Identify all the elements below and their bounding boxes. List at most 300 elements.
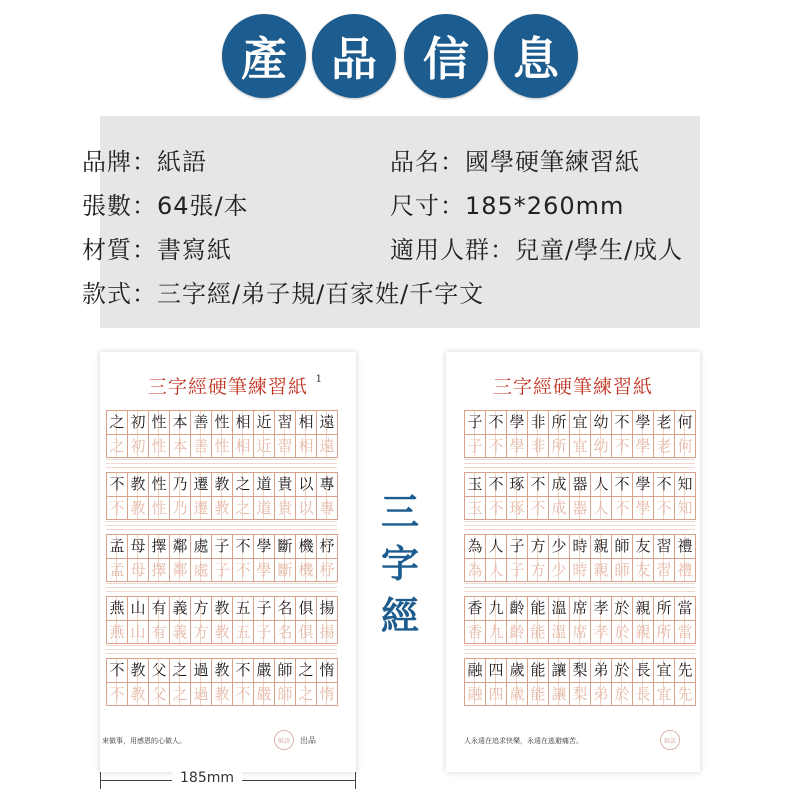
model-character: 習 bbox=[277, 413, 293, 431]
model-character: 於 bbox=[614, 599, 630, 617]
trace-character: 子 bbox=[214, 561, 230, 579]
grid-cell bbox=[211, 410, 233, 458]
model-character: 學 bbox=[635, 413, 651, 431]
grid-cell bbox=[190, 596, 212, 644]
title-char-1: 產 bbox=[222, 14, 306, 98]
trace-character: 性 bbox=[214, 437, 230, 455]
model-character: 燕 bbox=[109, 599, 125, 617]
trace-character: 師 bbox=[614, 561, 630, 579]
grid-cell bbox=[148, 410, 170, 458]
grid-row bbox=[106, 472, 337, 520]
grid-cell bbox=[569, 472, 591, 520]
model-character: 為 bbox=[467, 537, 483, 555]
trace-character: 玉 bbox=[467, 499, 483, 517]
grid-cell bbox=[569, 410, 591, 458]
grid-cell bbox=[632, 534, 654, 582]
grid-cell bbox=[506, 534, 528, 582]
model-character: 山 bbox=[130, 599, 146, 617]
trace-character: 貴 bbox=[277, 499, 293, 517]
trace-character: 能 bbox=[530, 685, 546, 703]
grid-cell bbox=[169, 596, 191, 644]
grid-cell bbox=[148, 596, 170, 644]
trace-character: 子 bbox=[509, 561, 525, 579]
grid-cell bbox=[232, 658, 254, 706]
grid-cell bbox=[148, 534, 170, 582]
grid-cell bbox=[127, 410, 149, 458]
model-character: 孟 bbox=[109, 537, 125, 555]
brand-seal: 紙語 bbox=[660, 730, 680, 750]
model-character: 揚 bbox=[319, 599, 335, 617]
grid-row bbox=[464, 410, 695, 458]
grid-cell bbox=[295, 534, 317, 582]
grid-cell bbox=[632, 410, 654, 458]
model-character: 過 bbox=[193, 661, 209, 679]
grid-cell bbox=[190, 472, 212, 520]
model-character: 師 bbox=[277, 661, 293, 679]
model-character: 席 bbox=[572, 599, 588, 617]
title-char-2: 品 bbox=[312, 14, 396, 98]
grid-cell bbox=[190, 534, 212, 582]
model-character: 於 bbox=[614, 661, 630, 679]
model-character: 性 bbox=[151, 475, 167, 493]
trace-character: 擇 bbox=[151, 561, 167, 579]
model-character: 教 bbox=[214, 599, 230, 617]
grid-cell bbox=[674, 534, 696, 582]
grid-cell bbox=[527, 596, 549, 644]
model-character: 父 bbox=[151, 661, 167, 679]
style-label-char: 經 bbox=[380, 594, 419, 638]
model-character: 有 bbox=[151, 599, 167, 617]
trace-character: 教 bbox=[130, 685, 146, 703]
model-character: 香 bbox=[467, 599, 483, 617]
trace-character: 香 bbox=[467, 623, 483, 641]
style-label-char: 三 bbox=[380, 490, 419, 534]
grid-cell bbox=[274, 472, 296, 520]
model-character: 不 bbox=[614, 413, 630, 431]
model-character: 性 bbox=[151, 413, 167, 431]
trace-character: 歲 bbox=[509, 685, 525, 703]
trace-character: 有 bbox=[151, 623, 167, 641]
trace-character: 學 bbox=[509, 437, 525, 455]
title-char-4: 息 bbox=[494, 14, 578, 98]
trace-character: 知 bbox=[677, 499, 693, 517]
trace-character: 鄰 bbox=[172, 561, 188, 579]
grid-cell bbox=[485, 596, 507, 644]
model-character: 嚴 bbox=[256, 661, 272, 679]
model-character: 子 bbox=[467, 413, 483, 431]
grid-cell bbox=[127, 472, 149, 520]
model-character: 本 bbox=[172, 413, 188, 431]
model-character: 學 bbox=[509, 413, 525, 431]
model-character: 所 bbox=[656, 599, 672, 617]
grid-cell bbox=[506, 410, 528, 458]
model-character: 所 bbox=[551, 413, 567, 431]
trace-character: 不 bbox=[614, 499, 630, 517]
trace-character: 善 bbox=[193, 437, 209, 455]
grid-cell bbox=[548, 534, 570, 582]
model-character: 溫 bbox=[551, 599, 567, 617]
dimension-tick-right bbox=[355, 772, 356, 789]
grid-cell bbox=[316, 658, 338, 706]
grid-cell bbox=[190, 410, 212, 458]
grid-cell bbox=[295, 658, 317, 706]
worksheet-left bbox=[100, 352, 356, 772]
worksheet-title: 三字經硬筆練習紙 bbox=[492, 376, 653, 398]
grid-cell bbox=[316, 472, 338, 520]
info-styles: 款式：三字經/弟子規/百家姓/千字文 bbox=[82, 280, 485, 308]
trace-character: 於 bbox=[614, 623, 630, 641]
trace-character: 宜 bbox=[572, 437, 588, 455]
grid-cell bbox=[527, 472, 549, 520]
grid-cell bbox=[674, 596, 696, 644]
trace-character: 不 bbox=[656, 499, 672, 517]
grid-cell bbox=[106, 658, 128, 706]
grid-cell bbox=[485, 410, 507, 458]
grid-row bbox=[464, 472, 695, 520]
grid-cell bbox=[569, 658, 591, 706]
grid-cell bbox=[464, 472, 486, 520]
trace-character: 習 bbox=[277, 437, 293, 455]
trace-character: 之 bbox=[235, 499, 251, 517]
trace-character: 成 bbox=[551, 499, 567, 517]
model-character: 四 bbox=[488, 661, 504, 679]
trace-character: 燕 bbox=[109, 623, 125, 641]
grid-cell bbox=[232, 534, 254, 582]
trace-character: 宜 bbox=[656, 685, 672, 703]
model-character: 不 bbox=[530, 475, 546, 493]
trace-character: 學 bbox=[256, 561, 272, 579]
trace-character: 母 bbox=[130, 561, 146, 579]
trace-character: 機 bbox=[298, 561, 314, 579]
grid-cell bbox=[527, 410, 549, 458]
grid-cell bbox=[464, 410, 486, 458]
model-character: 宜 bbox=[572, 413, 588, 431]
grid-cell bbox=[127, 534, 149, 582]
model-character: 非 bbox=[530, 413, 546, 431]
trace-character: 父 bbox=[151, 685, 167, 703]
trace-character: 杼 bbox=[319, 561, 335, 579]
trace-character: 溫 bbox=[551, 623, 567, 641]
worksheet-title: 三字經硬筆練習紙 bbox=[147, 376, 308, 398]
trace-character: 於 bbox=[614, 685, 630, 703]
grid-cell bbox=[253, 596, 275, 644]
trace-character: 琢 bbox=[509, 499, 525, 517]
trace-character: 幼 bbox=[593, 437, 609, 455]
model-character: 親 bbox=[635, 599, 651, 617]
trace-character: 教 bbox=[214, 499, 230, 517]
model-character: 何 bbox=[677, 413, 693, 431]
grid-cell bbox=[253, 658, 275, 706]
grid-cell bbox=[611, 534, 633, 582]
grid-cell bbox=[569, 596, 591, 644]
trace-character: 不 bbox=[235, 685, 251, 703]
grid-cell bbox=[316, 410, 338, 458]
model-character: 擇 bbox=[151, 537, 167, 555]
grid-cell bbox=[169, 658, 191, 706]
grid-row bbox=[106, 410, 337, 458]
grid-cell bbox=[674, 472, 696, 520]
page-number: 1 bbox=[315, 374, 322, 385]
model-character: 相 bbox=[235, 413, 251, 431]
model-character: 方 bbox=[530, 537, 546, 555]
model-character: 親 bbox=[593, 537, 609, 555]
model-character: 不 bbox=[235, 537, 251, 555]
model-character: 處 bbox=[193, 537, 209, 555]
guide-lines bbox=[464, 583, 695, 595]
grid-cell bbox=[485, 658, 507, 706]
style-label-char: 字 bbox=[380, 542, 419, 586]
trace-character: 俱 bbox=[298, 623, 314, 641]
model-character: 教 bbox=[214, 475, 230, 493]
model-character: 先 bbox=[677, 661, 693, 679]
model-character: 不 bbox=[109, 475, 125, 493]
trace-character: 處 bbox=[193, 561, 209, 579]
grid-cell bbox=[295, 472, 317, 520]
guide-lines bbox=[106, 521, 337, 533]
grid-cell bbox=[169, 472, 191, 520]
trace-character: 遷 bbox=[193, 499, 209, 517]
trace-character: 專 bbox=[319, 499, 335, 517]
trace-character: 長 bbox=[635, 685, 651, 703]
grid-cell bbox=[211, 658, 233, 706]
trace-character: 斷 bbox=[277, 561, 293, 579]
model-character: 學 bbox=[635, 475, 651, 493]
trace-character: 學 bbox=[635, 437, 651, 455]
model-character: 不 bbox=[109, 661, 125, 679]
trace-character: 九 bbox=[488, 623, 504, 641]
grid-cell bbox=[611, 410, 633, 458]
grid-cell bbox=[295, 410, 317, 458]
grid-cell bbox=[211, 534, 233, 582]
trace-character: 非 bbox=[530, 437, 546, 455]
model-character: 鄰 bbox=[172, 537, 188, 555]
grid-cell bbox=[316, 596, 338, 644]
grid-cell bbox=[548, 596, 570, 644]
grid-cell bbox=[211, 472, 233, 520]
trace-character: 子 bbox=[467, 437, 483, 455]
model-character: 不 bbox=[235, 661, 251, 679]
model-character: 初 bbox=[130, 413, 146, 431]
trace-character: 山 bbox=[130, 623, 146, 641]
model-character: 之 bbox=[298, 661, 314, 679]
model-character: 乃 bbox=[172, 475, 188, 493]
trace-character: 之 bbox=[172, 685, 188, 703]
grid-cell bbox=[485, 534, 507, 582]
model-character: 融 bbox=[467, 661, 483, 679]
brand-seal: 紙語 bbox=[274, 730, 294, 750]
info-brand: 品牌：紙語 bbox=[82, 148, 207, 176]
grid-cell bbox=[674, 658, 696, 706]
model-character: 不 bbox=[614, 475, 630, 493]
model-character: 友 bbox=[635, 537, 651, 555]
trace-character: 方 bbox=[193, 623, 209, 641]
grid-cell bbox=[106, 596, 128, 644]
model-character: 知 bbox=[677, 475, 693, 493]
trace-character: 親 bbox=[593, 561, 609, 579]
grid-cell bbox=[148, 658, 170, 706]
style-label bbox=[376, 486, 424, 642]
guide-lines bbox=[106, 459, 337, 471]
trace-character: 先 bbox=[677, 685, 693, 703]
trace-character: 過 bbox=[193, 685, 209, 703]
trace-character: 不 bbox=[530, 499, 546, 517]
trace-character: 道 bbox=[256, 499, 272, 517]
trace-character: 子 bbox=[256, 623, 272, 641]
grid-cell bbox=[464, 658, 486, 706]
model-character: 遠 bbox=[319, 413, 335, 431]
trace-character: 讓 bbox=[551, 685, 567, 703]
trace-character: 相 bbox=[298, 437, 314, 455]
trace-character: 弟 bbox=[593, 685, 609, 703]
trace-character: 性 bbox=[151, 499, 167, 517]
grid-cell bbox=[653, 534, 675, 582]
trace-character: 習 bbox=[656, 561, 672, 579]
grid-cell bbox=[253, 410, 275, 458]
guide-lines bbox=[464, 459, 695, 471]
trace-character: 禮 bbox=[677, 561, 693, 579]
grid-cell bbox=[506, 472, 528, 520]
trace-character: 之 bbox=[298, 685, 314, 703]
grid-cell bbox=[632, 658, 654, 706]
trace-character: 嚴 bbox=[256, 685, 272, 703]
model-character: 歲 bbox=[509, 661, 525, 679]
model-character: 能 bbox=[530, 599, 546, 617]
trace-character: 近 bbox=[256, 437, 272, 455]
model-character: 少 bbox=[551, 537, 567, 555]
trace-character: 不 bbox=[109, 499, 125, 517]
grid-cell bbox=[232, 596, 254, 644]
grid-cell bbox=[232, 472, 254, 520]
grid-cell bbox=[527, 658, 549, 706]
grid-cell bbox=[590, 658, 612, 706]
trace-character: 遠 bbox=[319, 437, 335, 455]
title-banner bbox=[0, 14, 800, 114]
grid-cell bbox=[253, 472, 275, 520]
trace-character: 惰 bbox=[319, 685, 335, 703]
guide-lines bbox=[106, 645, 337, 657]
model-character: 相 bbox=[298, 413, 314, 431]
model-character: 成 bbox=[551, 475, 567, 493]
model-character: 專 bbox=[319, 475, 335, 493]
grid-cell bbox=[611, 596, 633, 644]
model-character: 教 bbox=[130, 661, 146, 679]
trace-character: 不 bbox=[235, 561, 251, 579]
trace-character: 學 bbox=[635, 499, 651, 517]
grid-row bbox=[106, 534, 337, 582]
trace-character: 少 bbox=[551, 561, 567, 579]
model-character: 長 bbox=[635, 661, 651, 679]
trace-character: 所 bbox=[656, 623, 672, 641]
trace-character: 五 bbox=[235, 623, 251, 641]
model-character: 弟 bbox=[593, 661, 609, 679]
model-character: 道 bbox=[256, 475, 272, 493]
model-character: 善 bbox=[193, 413, 209, 431]
model-character: 子 bbox=[256, 599, 272, 617]
trace-character: 揚 bbox=[319, 623, 335, 641]
grid-cell bbox=[464, 534, 486, 582]
grid-cell bbox=[211, 596, 233, 644]
trace-character: 親 bbox=[635, 623, 651, 641]
model-character: 時 bbox=[572, 537, 588, 555]
grid-cell bbox=[485, 472, 507, 520]
grid-cell bbox=[506, 658, 528, 706]
guide-lines bbox=[464, 521, 695, 533]
trace-character: 教 bbox=[214, 685, 230, 703]
model-character: 琢 bbox=[509, 475, 525, 493]
model-character: 九 bbox=[488, 599, 504, 617]
grid-cell bbox=[274, 534, 296, 582]
model-character: 孝 bbox=[593, 599, 609, 617]
trace-character: 孟 bbox=[109, 561, 125, 579]
grid-cell bbox=[653, 596, 675, 644]
grid-cell bbox=[590, 534, 612, 582]
grid-cell bbox=[169, 534, 191, 582]
worksheet-right bbox=[446, 352, 700, 772]
model-character: 器 bbox=[572, 475, 588, 493]
grid-cell bbox=[590, 410, 612, 458]
model-character: 之 bbox=[235, 475, 251, 493]
model-character: 齡 bbox=[509, 599, 525, 617]
trace-character: 不 bbox=[488, 437, 504, 455]
trace-character: 方 bbox=[530, 561, 546, 579]
guide-lines bbox=[464, 645, 695, 657]
model-character: 以 bbox=[298, 475, 314, 493]
trace-character: 器 bbox=[572, 499, 588, 517]
grid-cell bbox=[464, 596, 486, 644]
grid-row bbox=[464, 596, 695, 644]
trace-character: 時 bbox=[572, 561, 588, 579]
product-info-panel bbox=[82, 116, 700, 328]
trace-character: 何 bbox=[677, 437, 693, 455]
model-character: 之 bbox=[172, 661, 188, 679]
title-char-3: 信 bbox=[404, 14, 488, 98]
grid-cell bbox=[190, 658, 212, 706]
model-character: 方 bbox=[193, 599, 209, 617]
model-character: 宜 bbox=[656, 661, 672, 679]
trace-character: 為 bbox=[467, 561, 483, 579]
model-character: 斷 bbox=[277, 537, 293, 555]
info-sheets: 張數：64張/本 bbox=[82, 192, 249, 220]
dimension-label: 185mm bbox=[172, 770, 242, 786]
model-character: 五 bbox=[235, 599, 251, 617]
grid-cell bbox=[674, 410, 696, 458]
model-character: 遷 bbox=[193, 475, 209, 493]
grid-row bbox=[464, 658, 695, 706]
model-character: 性 bbox=[214, 413, 230, 431]
grid-cell bbox=[253, 534, 275, 582]
model-character: 老 bbox=[656, 413, 672, 431]
trace-character: 所 bbox=[551, 437, 567, 455]
trace-character: 不 bbox=[488, 499, 504, 517]
model-character: 教 bbox=[130, 475, 146, 493]
model-character: 學 bbox=[256, 537, 272, 555]
model-character: 貴 bbox=[277, 475, 293, 493]
grid-cell bbox=[169, 410, 191, 458]
info-product-name: 品名：國學硬筆練習紙 bbox=[390, 148, 640, 176]
grid-cell bbox=[148, 472, 170, 520]
grid-cell bbox=[590, 472, 612, 520]
model-character: 人 bbox=[488, 537, 504, 555]
trace-character: 教 bbox=[130, 499, 146, 517]
grid-cell bbox=[527, 534, 549, 582]
grid-cell bbox=[316, 534, 338, 582]
model-character: 義 bbox=[172, 599, 188, 617]
trace-character: 之 bbox=[109, 437, 125, 455]
trace-character: 師 bbox=[277, 685, 293, 703]
grid-cell bbox=[548, 658, 570, 706]
info-size: 尺寸：185*260mm bbox=[390, 192, 625, 220]
trace-character: 人 bbox=[488, 561, 504, 579]
